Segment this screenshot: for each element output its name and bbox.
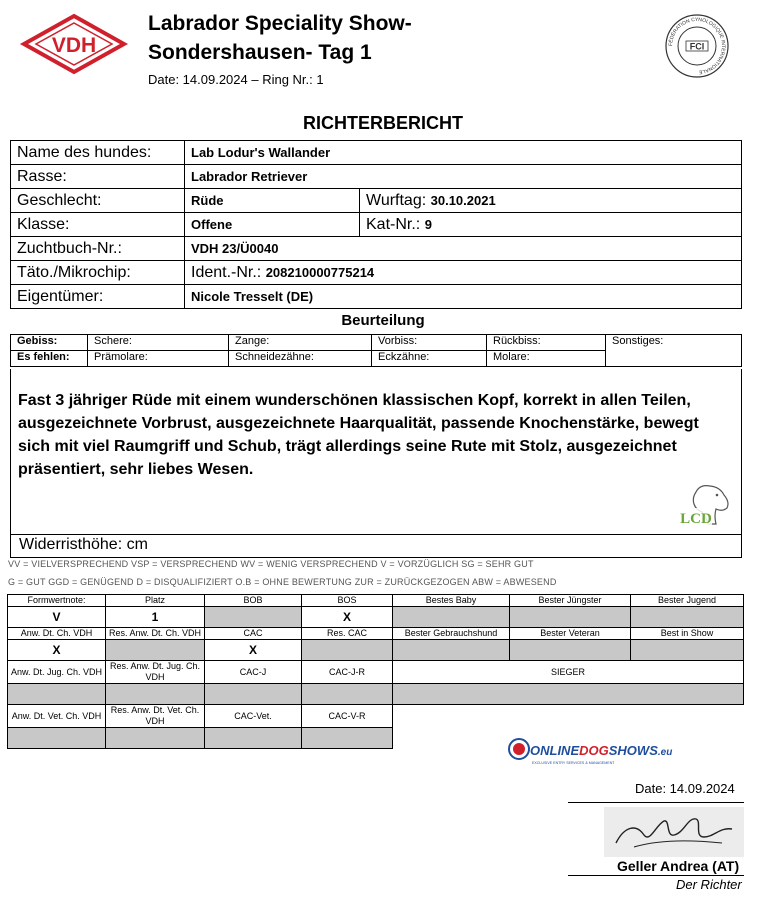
chip-label: Täto./Mikrochip:: [11, 261, 185, 285]
bestes-baby-value: [393, 607, 510, 628]
owner-label: Eigentümer:: [11, 285, 185, 309]
eckzaehne-label: Eckzähne:: [372, 351, 487, 367]
lcd-logo-text: LCD: [680, 511, 712, 527]
fci-logo-text: FCI: [689, 41, 705, 52]
judge-name: Geller Andrea (AT): [617, 858, 740, 874]
signature-top-line: [568, 802, 744, 803]
praemolare-label: Prämolare:: [88, 351, 229, 367]
cac-value: X: [205, 640, 302, 661]
catalog-label: Kat-Nr.:: [366, 215, 421, 233]
bester-jugend-header: Bester Jugend: [631, 595, 744, 607]
bestes-baby-header: Bestes Baby: [393, 595, 510, 607]
bob-value: [205, 607, 302, 628]
platz-value: 1: [106, 607, 205, 628]
res-anw-jug-value: [106, 684, 205, 705]
onlinedogshows-logo: [508, 737, 673, 769]
anw-jug-header: Anw. Dt. Jug. Ch. VDH: [8, 661, 106, 684]
molare-label: Molare:: [487, 351, 606, 367]
dog-info-table: [10, 140, 742, 309]
cac-v-r-value: [302, 728, 393, 749]
best-in-show-value: [631, 640, 744, 661]
studbook-value: VDH 23/Ü0040: [185, 237, 742, 261]
bos-value: X: [302, 607, 393, 628]
anw-jug-value: [8, 684, 106, 705]
birth-cell: [360, 189, 742, 213]
show-date-ring: Date: 14.09.2024 – Ring Nr.: 1: [148, 72, 324, 87]
owner-value: Nicole Tresselt (DE): [185, 285, 742, 309]
schere-label: Schere:: [88, 335, 229, 351]
catalog-cell: [360, 213, 742, 237]
grade-legend-line2: G = GUT GGD = GENÜGEND D = DISQUALIFIZIERT O.B = OHNE BEWERTUNG ZUR = ZURÜCKGEZOGEN ABW = ABWESEND: [8, 577, 557, 587]
bester-gebrauchshund-header: Bester Gebrauchshund: [393, 628, 510, 640]
chip-prefix: Ident.-Nr.:: [191, 263, 262, 281]
fci-ring-text: FÉDÉRATION CYNOLOGIQUE INTERNATIONALE: [667, 16, 727, 75]
sieger-value: [393, 684, 744, 705]
signature-image: [604, 807, 744, 857]
wither-height-label: Widerristhöhe: cm: [19, 536, 148, 553]
lcd-logo: [678, 482, 734, 528]
gebiss-label: Gebiss:: [11, 335, 88, 351]
grades-table: [7, 594, 744, 749]
sonstiges-label: Sonstiges:: [606, 335, 742, 367]
show-title-line1: Labrador Speciality Show-: [148, 12, 412, 35]
bester-veteran-value: [510, 640, 631, 661]
anw-dt-ch-header: Anw. Dt. Ch. VDH: [8, 628, 106, 640]
empty-cell: [393, 705, 744, 728]
show-title-line2: Sondershausen- Tag 1: [148, 41, 372, 64]
bob-header: BOB: [205, 595, 302, 607]
cac-v-r-header: CAC-V-R: [302, 705, 393, 728]
schneidezaehne-label: Schneidezähne:: [229, 351, 372, 367]
cac-j-r-value: [302, 684, 393, 705]
cac-j-r-header: CAC-J-R: [302, 661, 393, 684]
res-anw-dt-ch-value: [106, 640, 205, 661]
name-label: Name des hundes:: [11, 141, 185, 165]
cac-vet-value: [205, 728, 302, 749]
breed-label: Rasse:: [11, 165, 185, 189]
formwert-header: Formwertnote:: [8, 595, 106, 607]
sex-value: Rüde: [185, 189, 360, 213]
res-cac-value: [302, 640, 393, 661]
res-anw-vet-value: [106, 728, 205, 749]
cac-j-value: [205, 684, 302, 705]
bester-jugend-value: [631, 607, 744, 628]
bester-gebrauchshund-value: [393, 640, 510, 661]
vorbiss-label: Vorbiss:: [372, 335, 487, 351]
rueckbiss-label: Rückbiss:: [487, 335, 606, 351]
formwert-value: V: [8, 607, 106, 628]
show-title: [148, 9, 412, 67]
grade-legend-line1: VV = VIELVERSPRECHEND VSP = VERSPRECHEND WV = WENIG VERSPRECHEND V = VORZÜGLICH SG = SEHR GUT: [8, 559, 534, 569]
platz-header: Platz: [106, 595, 205, 607]
footer-date: Date: 14.09.2024: [635, 781, 735, 796]
bester-veteran-header: Bester Veteran: [510, 628, 631, 640]
wither-height-box: [10, 534, 742, 558]
breed-value: Labrador Retriever: [185, 165, 742, 189]
signature-bottom-line: [568, 875, 744, 876]
vdh-logo-text: VDH: [51, 34, 97, 57]
dog-name-value: Lab Lodur's Wallander: [185, 141, 742, 165]
report-title: RICHTERBERICHT: [303, 113, 463, 133]
ods-logo-tagline: EXCLUSIVE ENTRY SERVICES & MANAGEMENT: [532, 761, 615, 765]
anw-dt-ch-value: X: [8, 640, 106, 661]
bos-header: BOS: [302, 595, 393, 607]
chip-value: 208210000775214: [265, 264, 375, 280]
class-label: Klasse:: [11, 213, 185, 237]
res-cac-header: Res. CAC: [302, 628, 393, 640]
anw-vet-value: [8, 728, 106, 749]
bester-juengster-header: Bester Jüngster: [510, 595, 631, 607]
teeth-table: [10, 334, 742, 367]
birth-value: 30.10.2021: [430, 192, 496, 208]
assessment-title: Beurteilung: [341, 312, 425, 329]
fci-logo: [665, 14, 729, 78]
vdh-logo: [22, 14, 126, 74]
anw-vet-header: Anw. Dt. Vet. Ch. VDH: [8, 705, 106, 728]
res-anw-jug-header: Res. Anw. Dt. Jug. Ch. VDH: [106, 661, 205, 684]
chip-cell: [185, 261, 742, 285]
cac-header: CAC: [205, 628, 302, 640]
zange-label: Zange:: [229, 335, 372, 351]
sex-label: Geschlecht:: [11, 189, 185, 213]
birth-label: Wurftag:: [366, 191, 427, 209]
cac-j-header: CAC-J: [205, 661, 302, 684]
judge-signature: [604, 807, 744, 857]
catalog-value: 9: [424, 216, 432, 232]
res-anw-vet-header: Res. Anw. Dt. Vet. Ch. VDH: [106, 705, 205, 728]
best-in-show-header: Best in Show: [631, 628, 744, 640]
class-value: Offene: [185, 213, 360, 237]
bester-juengster-value: [510, 607, 631, 628]
res-anw-dt-ch-header: Res. Anw. Dt. Ch. VDH: [106, 628, 205, 640]
ods-logo-name: ONLINEDOGSHOWS.eu: [530, 743, 673, 758]
sieger-header: SIEGER: [393, 661, 744, 684]
cac-vet-header: CAC-Vet.: [205, 705, 302, 728]
studbook-label: Zuchtbuch-Nr.:: [11, 237, 185, 261]
judge-comment: Fast 3 jähriger Rüde mit einem wunderschönen klassischen Kopf, korrekt in allen Teilen, ausgezeichnete Vorbrust, ausgezeichnete Haarqualität, passende Knochenstärke, bewegt sich mit viel Raumgriff und Schub, trägt allerdings seine Rute mit Stolz, ausgezeichnet präsentiert, sehr liebes Wesen.: [18, 392, 699, 478]
judge-role: Der Richter: [676, 877, 742, 892]
es-fehlen-label: Es fehlen:: [11, 351, 88, 367]
